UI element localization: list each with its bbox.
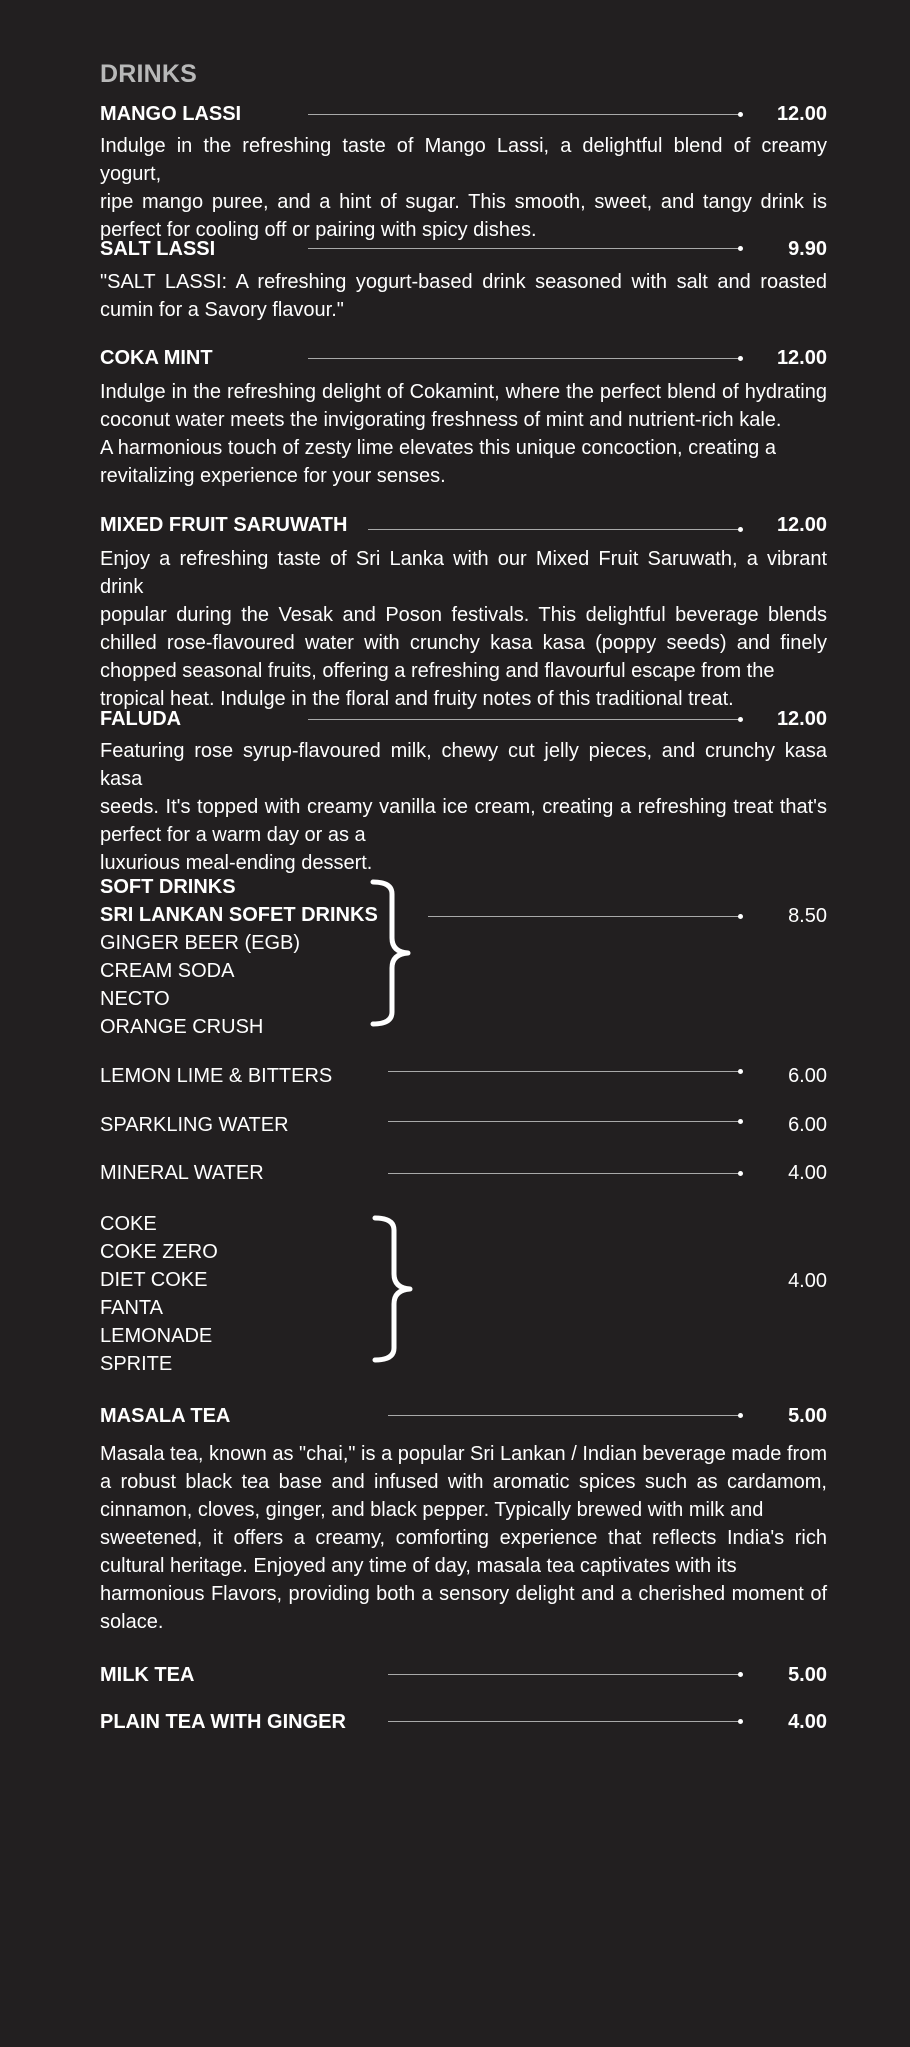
desc-line: luxurious meal-ending dessert. xyxy=(100,852,373,874)
desc-line: revitalizing experience for your senses. xyxy=(100,465,446,487)
item-name-masala-tea: MASALA TEA xyxy=(100,1405,231,1427)
leader-line xyxy=(388,1071,741,1072)
can-option: COKE ZERO xyxy=(100,1241,218,1263)
leader-line xyxy=(388,1121,741,1122)
can-option: FANTA xyxy=(100,1297,163,1319)
desc-line: cumin for a Savory flavour." xyxy=(100,299,344,321)
can-option: COKE xyxy=(100,1213,157,1235)
desc-line: Indulge in the refreshing delight of Cokamint, where the perfect blend of hydrating xyxy=(100,381,827,403)
desc-line: cinnamon, cloves, ginger, and black pepper. Typically brewed with milk and xyxy=(100,1499,764,1521)
desc-line: a robust black tea base and infused with aromatic spices such as cardamom, xyxy=(100,1471,827,1493)
desc-line: cultural heritage. Enjoyed any time of day, masala tea captivates with its xyxy=(100,1555,737,1577)
leader-line xyxy=(308,358,741,359)
desc-line: "SALT LASSI: A refreshing yogurt-based drink seasoned with salt and roasted xyxy=(100,271,827,293)
desc-mixed-fruit-saruwath xyxy=(100,545,827,713)
desc-line: harmonious Flavors, providing both a sensory delight and a cherished moment of xyxy=(100,1583,827,1605)
soft-drink-option: ORANGE CRUSH xyxy=(100,1016,264,1038)
item-name-mixed-fruit-saruwath: MIXED FRUIT SARUWATH xyxy=(100,514,348,536)
leader-line xyxy=(368,529,741,530)
item-name-lemon-lime-bitters: LEMON LIME & BITTERS xyxy=(100,1065,333,1087)
price-sparkling-water: 6.00 xyxy=(788,1114,827,1136)
leader-line xyxy=(428,916,741,917)
desc-faluda xyxy=(100,737,827,877)
can-option: SPRITE xyxy=(100,1353,173,1375)
desc-line: popular during the Vesak and Poson festivals. This delightful beverage blends xyxy=(100,604,827,626)
leader-line xyxy=(388,1415,741,1416)
desc-mango-lassi xyxy=(100,132,827,244)
desc-line: Featuring rose syrup-flavoured milk, chewy cut jelly pieces, and crunchy kasa kasa xyxy=(100,740,827,790)
leader-line xyxy=(308,114,741,115)
desc-line: coconut water meets the invigorating freshness of mint and nutrient-rich kale. xyxy=(100,409,782,431)
price-mineral-water: 4.00 xyxy=(788,1162,827,1184)
desc-masala-tea xyxy=(100,1440,827,1636)
leader-line xyxy=(308,248,741,249)
item-name-faluda: FALUDA xyxy=(100,708,182,730)
item-name-plain-tea-ginger: PLAIN TEA WITH GINGER xyxy=(100,1711,346,1733)
leader-line xyxy=(308,719,741,720)
price-masala-tea: 5.00 xyxy=(788,1405,827,1427)
soft-drink-option: CREAM SODA xyxy=(100,960,235,982)
desc-line: A harmonious touch of zesty lime elevates this unique concoction, creating a xyxy=(100,437,776,459)
item-name-mango-lassi: MANGO LASSI xyxy=(100,103,242,125)
can-option: LEMONADE xyxy=(100,1325,213,1347)
section-title: DRINKS xyxy=(100,60,198,88)
price-milk-tea: 5.00 xyxy=(788,1664,827,1686)
price-mixed-fruit-saruwath: 12.00 xyxy=(776,514,827,536)
price-salt-lassi: 9.90 xyxy=(788,238,827,260)
item-name-sparkling-water: SPARKLING WATER xyxy=(100,1114,289,1136)
item-name-milk-tea: MILK TEA xyxy=(100,1664,195,1686)
price-soft-drinks: 8.50 xyxy=(788,905,827,927)
leader-line xyxy=(388,1173,741,1174)
desc-line: sweetened, it offers a creamy, comforting experience that reflects India's rich xyxy=(100,1527,827,1549)
leader-line xyxy=(388,1721,741,1722)
soft-drink-option: GINGER BEER (EGB) xyxy=(100,932,301,954)
desc-line: Indulge in the refreshing taste of Mango Lassi, a delightful blend of creamy yogurt, xyxy=(100,135,827,185)
price-cans: 4.00 xyxy=(788,1270,827,1292)
desc-line: Masala tea, known as "chai," is a popular Sri Lankan / Indian beverage made from xyxy=(100,1443,827,1465)
soft-drinks-subtitle: SRI LANKAN SOFET DRINKS xyxy=(100,904,378,926)
desc-line: Enjoy a refreshing taste of Sri Lanka with our Mixed Fruit Saruwath, a vibrant drink xyxy=(100,548,827,598)
price-plain-tea-ginger: 4.00 xyxy=(788,1711,827,1733)
desc-line: perfect for cooling off or pairing with spicy dishes. xyxy=(100,219,537,241)
desc-line: chopped seasonal fruits, offering a refreshing and flavourful escape from the xyxy=(100,660,775,682)
desc-line: tropical heat. Indulge in the floral and fruity notes of this traditional treat. xyxy=(100,688,734,710)
item-name-mineral-water: MINERAL WATER xyxy=(100,1162,264,1184)
desc-line: chilled rose-flavoured water with crunchy kasa kasa (poppy seeds) and finely xyxy=(100,632,827,654)
can-option: DIET COKE xyxy=(100,1269,208,1291)
price-mango-lassi: 12.00 xyxy=(776,103,827,125)
desc-coka-mint xyxy=(100,378,827,490)
soft-drinks-title: SOFT DRINKS xyxy=(100,876,236,898)
price-coka-mint: 12.00 xyxy=(776,347,827,369)
price-lemon-lime-bitters: 6.00 xyxy=(788,1065,827,1087)
desc-line: solace. xyxy=(100,1611,164,1633)
item-name-salt-lassi: SALT LASSI xyxy=(100,238,216,260)
soft-drink-option: NECTO xyxy=(100,988,170,1010)
desc-line: ripe mango puree, and a hint of sugar. This smooth, sweet, and tangy drink is xyxy=(100,191,827,213)
leader-line xyxy=(388,1674,741,1675)
curly-brace-icon xyxy=(370,880,414,1026)
desc-line: seeds. It's topped with creamy vanilla ice cream, creating a refreshing treat that's xyxy=(100,796,827,818)
desc-line: perfect for a warm day or as a xyxy=(100,824,366,846)
curly-brace-icon xyxy=(372,1216,416,1362)
price-faluda: 12.00 xyxy=(776,708,827,730)
item-name-coka-mint: COKA MINT xyxy=(100,347,213,369)
desc-salt-lassi xyxy=(100,268,827,324)
